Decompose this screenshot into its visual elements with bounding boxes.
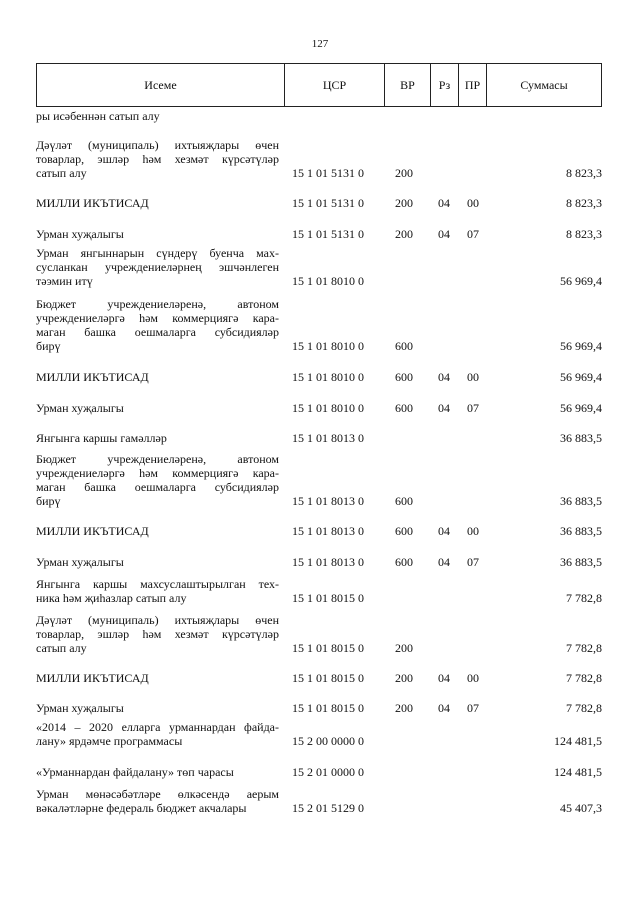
row-pr: 00 (467, 196, 479, 210)
row-name-line: сатып алу (36, 166, 87, 180)
table-row (36, 720, 602, 748)
row-name-line: сатып алу (36, 641, 87, 655)
row-name (36, 765, 279, 779)
row-name-line: учреждениеләргә һәм коммерциягә кара- (36, 466, 279, 480)
row-rz: 04 (438, 196, 450, 210)
row-sum: 7 782,8 (566, 591, 602, 605)
row-vr: 200 (395, 701, 413, 715)
row-csr: 15 1 01 8013 0 (292, 524, 364, 538)
row-csr: 15 1 01 8010 0 (292, 401, 364, 415)
row-name (36, 109, 279, 123)
row-name-line: МИЛЛИ ИКЪТИСАД (36, 370, 149, 384)
row-csr: 15 2 00 0000 0 (292, 734, 364, 748)
row-name-line: Бюджет учреждениеләренә, автоном (36, 297, 279, 311)
row-name-line: Урман хуҗалыгы (36, 227, 124, 241)
table-row (36, 401, 602, 415)
row-csr: 15 1 01 5131 0 (292, 166, 364, 180)
row-vr: 600 (395, 370, 413, 384)
row-pr: 00 (467, 524, 479, 538)
row-sum: 36 883,5 (560, 524, 602, 538)
row-sum: 36 883,5 (560, 431, 602, 445)
row-csr: 15 1 01 8015 0 (292, 701, 364, 715)
page-number: 127 (311, 38, 329, 50)
row-sum: 124 481,5 (554, 734, 602, 748)
row-csr: 15 2 01 0000 0 (292, 765, 364, 779)
row-name-line: товарлар, эшләр һәм хезмәт күрсәтүләр (36, 152, 279, 166)
row-csr: 15 1 01 8010 0 (292, 274, 364, 288)
row-name-line: Дәүләт (муниципаль) ихтыяҗлары өчен (36, 138, 279, 152)
table-row (36, 577, 602, 605)
row-name-line: Урман хуҗалыгы (36, 701, 124, 715)
row-csr: 15 1 01 8010 0 (292, 339, 364, 353)
table-row (36, 138, 602, 180)
row-name-line: МИЛЛИ ИКЪТИСАД (36, 671, 149, 685)
row-sum: 56 969,4 (560, 370, 602, 384)
row-csr: 15 1 01 5131 0 (292, 227, 364, 241)
table-row (36, 196, 602, 210)
header-rz: Рз (431, 64, 459, 106)
header-name: Исеме (37, 64, 285, 106)
row-sum: 56 969,4 (560, 339, 602, 353)
row-name-line: МИЛЛИ ИКЪТИСАД (36, 524, 149, 538)
table-row (36, 109, 602, 123)
row-sum: 36 883,5 (560, 494, 602, 508)
row-name-line: Урман мөнәсәбәтләре өлкәсендә аерым (36, 787, 279, 801)
row-rz: 04 (438, 524, 450, 538)
row-name (36, 297, 279, 353)
row-vr: 200 (395, 196, 413, 210)
row-name-line: бирү (36, 339, 61, 353)
row-name (36, 196, 279, 210)
row-csr: 15 1 01 8015 0 (292, 591, 364, 605)
table-row (36, 787, 602, 815)
row-name-line: бирү (36, 494, 61, 508)
row-rz: 04 (438, 401, 450, 415)
row-name-line: маган башка оешмаларга субсидияләр (36, 480, 279, 494)
table-row (36, 246, 602, 288)
row-name-line: Дәүләт (муниципаль) ихтыяҗлары өчен (36, 613, 279, 627)
row-name-line: Урман хуҗалыгы (36, 555, 124, 569)
row-name (36, 671, 279, 685)
row-pr: 07 (467, 401, 479, 415)
table-row (36, 452, 602, 508)
row-name-line: ры исәбеннән сатып алу (36, 109, 160, 123)
row-pr: 07 (467, 555, 479, 569)
row-sum: 7 782,8 (566, 671, 602, 685)
row-name (36, 555, 279, 569)
table-row (36, 555, 602, 569)
row-name-line: «2014 – 2020 елларга урманнардан файда- (36, 720, 279, 734)
row-name-line: вәкаләтләрне федераль бюджет акчалары (36, 801, 247, 815)
row-csr: 15 1 01 8010 0 (292, 370, 364, 384)
row-name (36, 701, 279, 715)
row-rz: 04 (438, 227, 450, 241)
row-name-line: лану» ярдәмче программасы (36, 734, 183, 748)
row-sum: 7 782,8 (566, 701, 602, 715)
row-vr: 600 (395, 494, 413, 508)
row-vr: 600 (395, 339, 413, 353)
row-name (36, 613, 279, 655)
row-name-line: Урман янгыннарын сүндерү буенча мах- (36, 246, 279, 260)
row-csr: 15 1 01 8015 0 (292, 671, 364, 685)
row-name (36, 370, 279, 384)
row-name-line: тәэмин итү (36, 274, 93, 288)
row-name (36, 227, 279, 241)
row-pr: 07 (467, 227, 479, 241)
table-row (36, 297, 602, 353)
table-row (36, 765, 602, 779)
header-pr: ПР (459, 64, 487, 106)
row-sum: 56 969,4 (560, 401, 602, 415)
row-sum: 7 782,8 (566, 641, 602, 655)
row-name (36, 787, 279, 815)
row-name-line: Янгынга каршы гамәлләр (36, 431, 167, 445)
row-vr: 200 (395, 227, 413, 241)
row-vr: 600 (395, 524, 413, 538)
row-name (36, 401, 279, 415)
row-sum: 36 883,5 (560, 555, 602, 569)
row-name-line: сусланкан учреждениеләрнең эшчәнлеген (36, 260, 279, 274)
table-row (36, 671, 602, 685)
row-vr: 200 (395, 671, 413, 685)
row-name-line: маган башка оешмаларга субсидияләр (36, 325, 279, 339)
row-name (36, 577, 279, 605)
table-row (36, 431, 602, 445)
row-name (36, 452, 279, 508)
row-pr: 07 (467, 701, 479, 715)
row-name-line: Янгынга каршы махсуслаштырылган тех- (36, 577, 279, 591)
row-sum: 8 823,3 (566, 166, 602, 180)
row-sum: 56 969,4 (560, 274, 602, 288)
row-rz: 04 (438, 671, 450, 685)
table-header (36, 63, 602, 107)
row-name-line: Урман хуҗалыгы (36, 401, 124, 415)
row-name (36, 431, 279, 445)
row-csr: 15 2 01 5129 0 (292, 801, 364, 815)
row-vr: 200 (395, 641, 413, 655)
row-name (36, 720, 279, 748)
row-name-line: учреждениеләргә һәм коммерциягә кара- (36, 311, 279, 325)
row-name-line: Бюджет учреждениеләренә, автоном (36, 452, 279, 466)
table-row (36, 227, 602, 241)
row-sum: 8 823,3 (566, 196, 602, 210)
header-vr: ВР (385, 64, 431, 106)
row-vr: 600 (395, 555, 413, 569)
row-sum: 124 481,5 (554, 765, 602, 779)
row-csr: 15 1 01 8013 0 (292, 494, 364, 508)
row-name (36, 524, 279, 538)
row-csr: 15 1 01 8013 0 (292, 431, 364, 445)
row-rz: 04 (438, 555, 450, 569)
row-csr: 15 1 01 5131 0 (292, 196, 364, 210)
row-name (36, 246, 279, 288)
row-pr: 00 (467, 370, 479, 384)
row-name (36, 138, 279, 180)
row-pr: 00 (467, 671, 479, 685)
table-row (36, 370, 602, 384)
row-csr: 15 1 01 8015 0 (292, 641, 364, 655)
row-name-line: товарлар, эшләр һәм хезмәт күрсәтүләр (36, 627, 279, 641)
row-vr: 600 (395, 401, 413, 415)
table-row (36, 701, 602, 715)
table-row (36, 613, 602, 655)
row-sum: 45 407,3 (560, 801, 602, 815)
header-csr: ЦСР (285, 64, 385, 106)
row-name-line: «Урманнардан файдалану» төп чарасы (36, 765, 234, 779)
row-sum: 8 823,3 (566, 227, 602, 241)
row-csr: 15 1 01 8013 0 (292, 555, 364, 569)
row-vr: 200 (395, 166, 413, 180)
row-rz: 04 (438, 370, 450, 384)
header-sum: Суммасы (520, 77, 568, 92)
row-rz: 04 (438, 701, 450, 715)
row-name-line: МИЛЛИ ИКЪТИСАД (36, 196, 149, 210)
row-name-line: ника һәм җиһазлар сатып алу (36, 591, 187, 605)
table-row (36, 524, 602, 538)
